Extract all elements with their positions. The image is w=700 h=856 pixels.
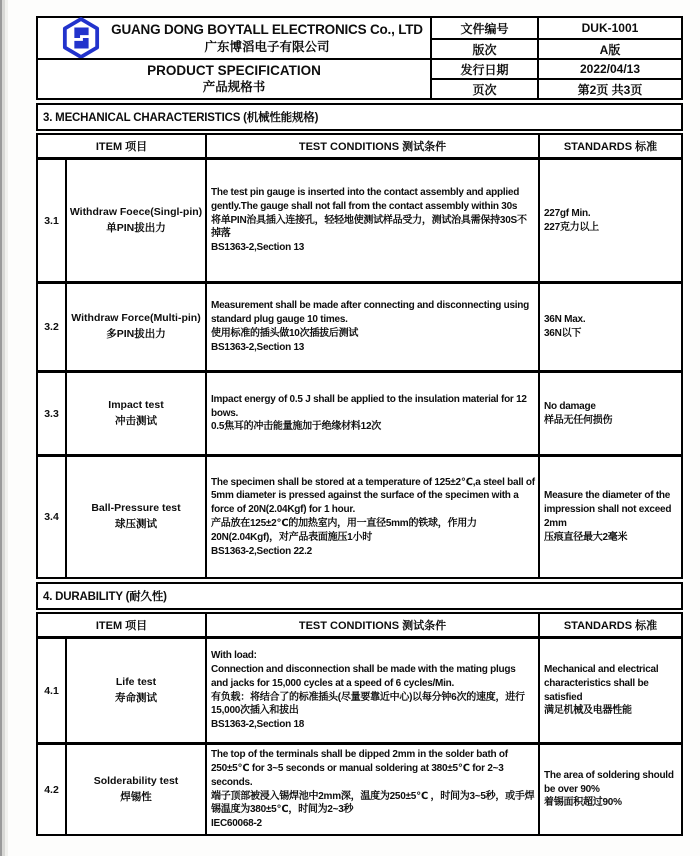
field-label-page-number: 页次 xyxy=(430,78,537,98)
table-row-3-3 xyxy=(38,370,681,454)
row-item xyxy=(65,284,205,370)
spec-document xyxy=(36,16,683,836)
row-standards xyxy=(538,373,681,454)
condition-line: BS1363-2,Section 22.2 xyxy=(211,545,312,557)
item-name-en: Solderability test xyxy=(93,774,179,787)
row-conditions xyxy=(205,745,538,834)
column-header-standards: STANDARDS 标准 xyxy=(538,614,681,636)
condition-line: 使用标准的插头做10次插拔后测试 xyxy=(211,328,359,339)
condition-line: 产品放在125±2℃的加热室内，用一直径5mm的铁球，作用力20N(2.04Kgf)，对产品表面施压1小时 xyxy=(211,518,477,543)
standard-line: 压痕直径最大2毫米 xyxy=(544,531,628,543)
item-name-cn: 球压测试 xyxy=(115,518,157,530)
column-header-conditions: TEST CONDITIONS 测试条件 xyxy=(205,135,538,157)
row-standards xyxy=(538,639,681,742)
table-row-3-4 xyxy=(38,454,681,577)
condition-line: Impact energy of 0.5 J shall be applied to the insulation material for 12 bows. xyxy=(211,393,527,419)
document-header xyxy=(36,16,683,100)
standard-line: 满足机械及电器性能 xyxy=(544,705,632,717)
row-number: 3.1 xyxy=(44,214,59,227)
item-name-en: Withdraw Force(Multi-pin) xyxy=(71,312,201,325)
field-value-page-number: 第2页 共3页 xyxy=(537,78,681,98)
company-block xyxy=(38,18,430,58)
field-label-issue-date: 发行日期 xyxy=(430,58,537,78)
row-item xyxy=(65,745,205,834)
column-header-item: ITEM 项目 xyxy=(95,141,148,153)
field-label-doc-number: 文件编号 xyxy=(430,18,537,38)
company-logo-icon xyxy=(61,17,101,59)
condition-line: BS1363-2,Section 13 xyxy=(211,242,305,254)
standard-line: 36N以下 xyxy=(544,328,582,339)
company-name-cn: 广东博滔电子有限公司 xyxy=(204,39,330,54)
column-header-standards: STANDARDS 标准 xyxy=(538,135,681,157)
standard-line: Measure the diameter of the impression shall not exceed 2mm xyxy=(544,490,672,529)
doc-title-cn: 产品规格书 xyxy=(202,79,266,94)
standard-line: Mechanical and electrical characteristics shall be satisfied xyxy=(544,663,659,703)
item-name-en: Life test xyxy=(115,675,157,688)
standard-line: The area of soldering should be over 90% xyxy=(544,769,674,795)
standard-line: No damage xyxy=(544,400,596,412)
scan-edge xyxy=(0,0,8,856)
column-header-conditions: TEST CONDITIONS 测试条件 xyxy=(205,614,538,636)
section-3-title: 3. MECHANICAL CHARACTERISTICS (机械性能规格) xyxy=(36,103,683,131)
item-name-cn: 冲击测试 xyxy=(115,414,157,427)
item-name-en: Withdraw Foece(Singl-pin) xyxy=(69,205,203,218)
row-number: 3.3 xyxy=(44,407,59,420)
section-4-table xyxy=(36,612,683,836)
condition-line: With load: xyxy=(211,650,257,662)
item-name-en: Impact test xyxy=(108,398,164,411)
standard-line: 36N Max. xyxy=(544,314,586,326)
condition-line: 将单PIN治具插入连接孔，轻轻地使测试样品受力，测试治具需保持30S不掉落 xyxy=(211,214,527,240)
table-row-3-1 xyxy=(38,157,681,281)
row-conditions xyxy=(205,160,538,281)
row-standards xyxy=(538,457,681,577)
row-number: 3.4 xyxy=(44,511,59,523)
column-header-item: ITEM 项目 xyxy=(95,620,148,632)
row-number: 3.2 xyxy=(44,321,59,333)
condition-line: 端子顶部被浸入锡焊池中2mm深，温度为250±5℃ ，时间为3~5秒，或手焊锡温度为380±5℃，时间为2~3秒 xyxy=(211,790,535,816)
section-4-title: 4. DURABILITY (耐久性) xyxy=(36,582,683,610)
standard-line: 样品无任何损伤 xyxy=(544,414,613,426)
table-row-3-2 xyxy=(38,281,681,370)
section-3-table xyxy=(36,133,683,579)
condition-line: BS1363-2,Section 18 xyxy=(211,719,305,731)
item-name-cn: 寿命测试 xyxy=(115,691,157,704)
row-conditions xyxy=(205,639,538,742)
row-item xyxy=(65,160,205,281)
condition-line: IEC60068-2 xyxy=(211,818,262,830)
table-header-row xyxy=(38,614,681,636)
item-name-cn: 单PIN拔出力 xyxy=(106,221,166,234)
row-item xyxy=(65,639,205,742)
item-name-en: Ball-Pressure test xyxy=(91,502,181,515)
row-conditions xyxy=(205,457,538,577)
table-header-row xyxy=(38,135,681,157)
row-item xyxy=(65,373,205,454)
item-name-cn: 多PIN拔出力 xyxy=(106,328,166,340)
table-row-4-2 xyxy=(38,742,681,834)
row-number: 4.2 xyxy=(44,783,59,796)
field-value-issue-date: 2022/04/13 xyxy=(537,58,681,78)
condition-line: 0.5焦耳的冲击能量施加于绝缘材料12次 xyxy=(211,421,382,433)
row-standards xyxy=(538,284,681,370)
standard-line: 着锡面积超过90% xyxy=(544,797,622,809)
doc-title-block xyxy=(38,58,430,98)
condition-line: The top of the terminals shall be dipped 2mm in the solder bath of 250±5℃ for 3~5 seconds or manual soldering at 380±5℃ for 2~3 seconds. xyxy=(211,749,508,788)
row-standards xyxy=(538,745,681,834)
row-conditions xyxy=(205,284,538,370)
table-row-4-1 xyxy=(38,636,681,742)
standard-line: 227gf Min. xyxy=(544,207,591,219)
row-standards xyxy=(538,160,681,281)
condition-line: The test pin gauge is inserted into the contact assembly and applied gently.The gauge shall not fall from the contact assembly within 30s xyxy=(211,187,520,212)
field-value-revision: A版 xyxy=(537,38,681,58)
row-item xyxy=(65,457,205,577)
condition-line: The specimen shall be stored at a temperature of 125±2℃,a steel ball of 5mm diameter is pressed against the surface of the specimen with a force of 20N(2.04Kgf) for 1 hour. xyxy=(211,476,535,516)
condition-line: Connection and disconnection shall be made with the mating plugs and jacks for 15,000 cycles at a speed of 6 cycles/Min. xyxy=(211,663,516,689)
item-name-cn: 焊锡性 xyxy=(120,790,152,803)
row-conditions xyxy=(205,373,538,454)
hexagon-s-logo xyxy=(62,17,100,59)
company-name-en: GUANG DONG BOYTALL ELECTRONICS Co., LTD xyxy=(111,22,423,38)
condition-line: 有负载：将结合了的标准插头(尽量要靠近中心)以每分钟6次的速度，进行15,000次插入和拔出 xyxy=(211,691,525,717)
condition-line: Measurement shall be made after connecting and disconnecting using standard plug gauge 10 times. xyxy=(211,300,530,326)
field-value-doc-number: DUK-1001 xyxy=(537,18,681,38)
condition-line: BS1363-2,Section 13 xyxy=(211,341,305,353)
row-number: 4.1 xyxy=(44,684,59,697)
field-label-revision: 版次 xyxy=(430,38,537,58)
standard-line: 227克力以上 xyxy=(544,221,599,233)
doc-title-en: PRODUCT SPECIFICATION xyxy=(147,62,321,78)
company-names xyxy=(111,21,423,55)
